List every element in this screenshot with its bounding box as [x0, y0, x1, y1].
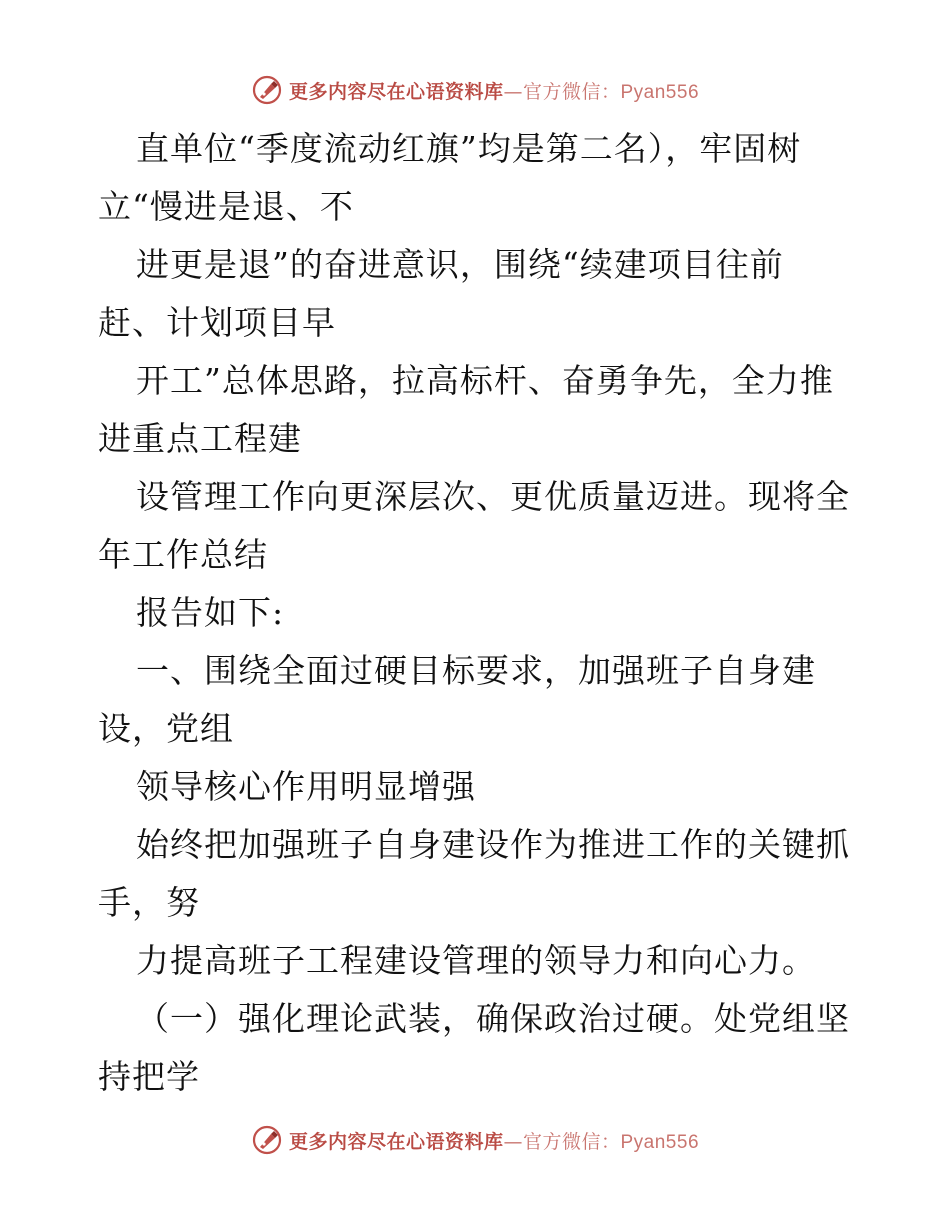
text-line: 设管理工作向更深层次、更优质量迈进。现将全 [136, 477, 850, 516]
text-line: 直单位“季度流动红旗”均是第二名），牢固树 [136, 129, 802, 168]
watermark-dash: — [503, 1130, 523, 1153]
text-line: 进重点工程建 [98, 419, 302, 458]
watermark-dash: — [503, 80, 523, 103]
pen-nib-logo-icon [251, 74, 283, 106]
text-line: 立“慢进是退、不 [98, 187, 354, 226]
watermark-wechat-id: Pyan556 [620, 1131, 700, 1153]
footer-watermark [0, 1120, 950, 1160]
watermark-site: 更多内容尽在心语资料库 [288, 80, 504, 103]
text-line: 进更是退”的奋进意识，围绕“续建项目往前 [136, 245, 784, 284]
text-line: 报告如下: [136, 593, 285, 632]
section-heading-line: 设，党组 [98, 709, 234, 748]
text-line: 年工作总结 [98, 535, 268, 574]
watermark-text [289, 1127, 699, 1154]
section-heading-line: 一、围绕全面过硬目标要求，加强班子自身建 [136, 651, 816, 690]
watermark-wechat-id: Pyan556 [620, 81, 700, 103]
watermark-wechat-label: 官方微信： [522, 80, 621, 103]
text-line: 始终把加强班子自身建设作为推进工作的关键抓 [136, 825, 850, 864]
text-line: 手，努 [98, 883, 200, 922]
watermark-wechat-label: 官方微信： [522, 1130, 621, 1153]
text-line: 开工”总体思路，拉高标杆、奋勇争先，全力推 [136, 361, 834, 400]
pen-nib-logo-icon [251, 1124, 283, 1156]
document-body [98, 120, 858, 1106]
watermark-site: 更多内容尽在心语资料库 [288, 1130, 504, 1153]
text-line: 赶、计划项目早 [98, 303, 336, 342]
text-line: 持把学 [98, 1057, 200, 1096]
text-line: 力提高班子工程建设管理的领导力和向心力。 [136, 941, 816, 980]
subsection-heading-line: （一）强化理论武装，确保政治过硬。处党组坚 [136, 999, 850, 1038]
section-heading-line: 领导核心作用明显增强 [136, 767, 476, 806]
header-watermark [0, 70, 950, 110]
watermark-text [289, 77, 699, 104]
